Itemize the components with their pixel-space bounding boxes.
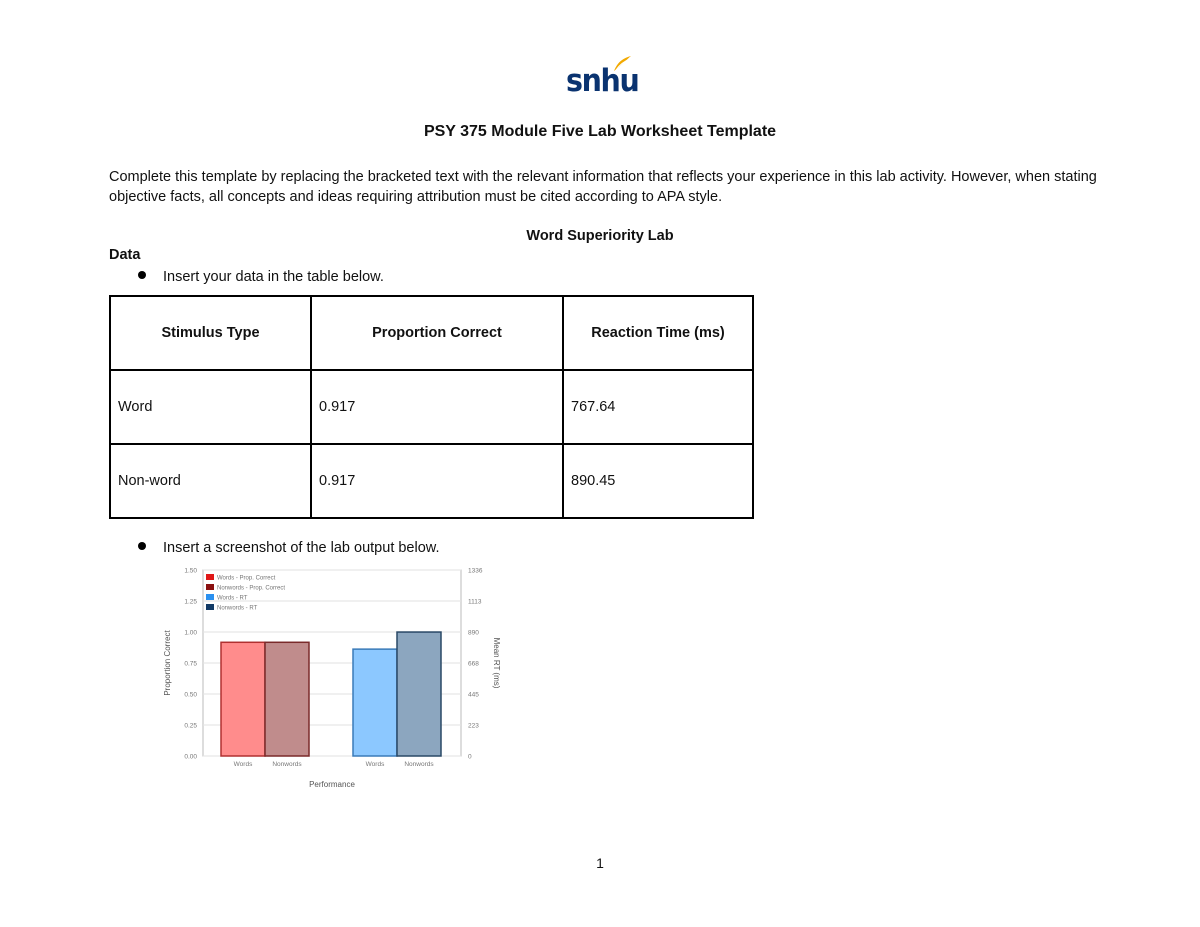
bar <box>397 632 441 756</box>
table-header-row <box>110 296 753 370</box>
y2-tick-label: 668 <box>468 660 479 668</box>
column-header: Proportion Correct <box>311 296 563 370</box>
bullet-text: Insert your data in the table below. <box>163 269 384 285</box>
y-tick-label: 0.00 <box>184 753 197 761</box>
table-cell: 0.917 <box>311 370 563 444</box>
legend-label: Words - Prop. Correct <box>217 575 276 582</box>
y-tick-label: 0.25 <box>184 722 197 730</box>
table-row <box>110 444 753 518</box>
table-cell: 767.64 <box>563 370 753 444</box>
column-header: Stimulus Type <box>110 296 311 370</box>
legend-label: Nonwords - RT <box>217 605 258 612</box>
bullet-item <box>138 269 384 285</box>
snhu-logo <box>564 55 639 105</box>
bar <box>265 642 309 756</box>
x-tick-label: Nonwords <box>404 761 434 768</box>
x-tick-label: Words <box>365 761 385 768</box>
table-row <box>110 370 753 444</box>
y2-tick-label: 1113 <box>468 598 482 606</box>
legend-swatch <box>206 574 214 580</box>
y-tick-label: 0.50 <box>184 691 197 699</box>
bullet-item <box>138 540 439 556</box>
column-header: Reaction Time (ms) <box>563 296 753 370</box>
legend-swatch <box>206 604 214 610</box>
y2-tick-label: 890 <box>468 629 479 637</box>
intro-paragraph: Complete this template by replacing the bracketed text with the relevant information that reflects your experience in this lab activity. However, when stating objective facts, all concepts and ideas requiring attribution must be cited according to APA style. <box>109 169 1097 205</box>
legend-label: Nonwords - Prop. Correct <box>217 585 286 592</box>
y2-tick-label: 1336 <box>468 567 483 575</box>
data-table <box>109 295 754 519</box>
lab-title: Word Superiority Lab <box>526 228 674 244</box>
legend-swatch <box>206 594 214 600</box>
y2-tick-label: 445 <box>468 691 479 699</box>
page-number: 1 <box>596 855 604 871</box>
bar <box>221 642 265 756</box>
logo-text: snhu <box>566 63 639 99</box>
x-tick-label: Nonwords <box>272 761 302 768</box>
lab-output-chart <box>160 562 505 792</box>
y-axis-label: Proportion Correct <box>163 630 172 696</box>
y-tick-label: 1.25 <box>184 598 197 606</box>
page-title: PSY 375 Module Five Lab Worksheet Template <box>423 123 777 140</box>
y2-axis-label: Mean RT (ms) <box>492 637 501 689</box>
y-tick-label: 1.50 <box>184 567 197 575</box>
legend-label: Words - RT <box>217 595 248 602</box>
data-heading: Data <box>109 247 141 263</box>
x-axis-label: Performance <box>309 780 355 789</box>
y-tick-label: 1.00 <box>184 629 197 637</box>
y2-tick-label: 0 <box>468 753 472 761</box>
bar <box>353 649 397 756</box>
bullet-icon <box>138 271 146 279</box>
bullet-text: Insert a screenshot of the lab output below. <box>163 540 440 556</box>
legend-swatch <box>206 584 214 590</box>
bullet-icon <box>138 542 146 550</box>
y-tick-label: 0.75 <box>184 660 197 668</box>
table-cell: Word <box>110 370 311 444</box>
table-cell: 890.45 <box>563 444 753 518</box>
x-tick-label: Words <box>233 761 253 768</box>
table-cell: Non-word <box>110 444 311 518</box>
table-cell: 0.917 <box>311 444 563 518</box>
y2-tick-label: 223 <box>468 722 479 730</box>
